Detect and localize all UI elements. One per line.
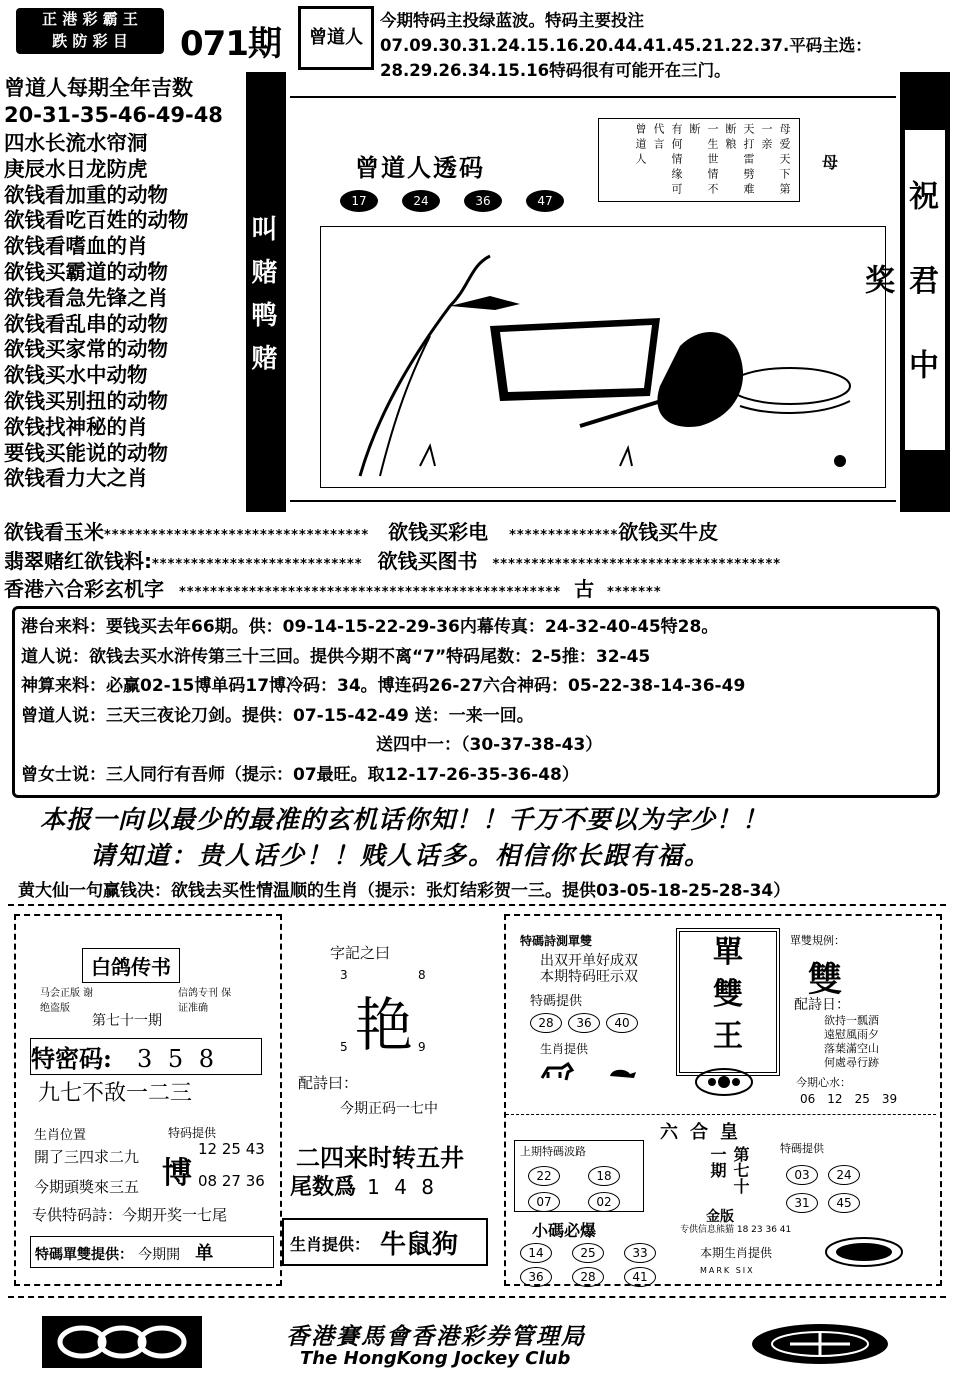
riddle-line: 欲钱买霸道的动物 (4, 259, 168, 284)
number-pill: 02 (588, 1192, 620, 1212)
animal-icons (540, 1060, 650, 1084)
pos-label: 生肖位置 (34, 1128, 87, 1143)
head-label: 今期頭獎來三五 (34, 1178, 140, 1196)
small-label: 小碼必爆 (532, 1221, 597, 1240)
star-line-c: 欲钱买牛皮 (618, 520, 719, 544)
marksix-strip: MARK SIX (700, 1266, 755, 1275)
slogan-line1: 本报一向以最少的最准的玄机话你知！！千万不要以为字少！！ (40, 805, 769, 834)
logo-box (16, 8, 164, 54)
star-line-a: 香港六合彩玄机字 (4, 577, 164, 601)
tail-line: 专供特码詩：今期开奖一七尾 (32, 1206, 228, 1224)
shuang-wang-seal (676, 928, 780, 1076)
star-line-a: 欲钱看玉米 (4, 520, 104, 544)
star-fill: *************************** (152, 557, 363, 572)
zodiac-emblem (824, 1236, 904, 1268)
bo-char: 博 (162, 1156, 192, 1191)
riddle-line: 要钱买能说的动物 (4, 440, 168, 465)
slogan-line2: 请知道：贵人话少！！贱人话多。相信你长跟有福。 (90, 841, 712, 870)
scroll-illustration (320, 226, 886, 488)
number-pill: 24 (828, 1165, 860, 1185)
mid-phrase: 二四来时转五井 (296, 1144, 464, 1172)
riddle-line: 欲钱看嗜血的肖 (4, 234, 148, 259)
star-line-a: 翡翠赌红欲钱料: (4, 549, 152, 573)
footer-divider (8, 1296, 946, 1298)
info-row: 港台来料：要钱买去年66期。供：09-14-15-22-29-36内幕传真：24-32-40-45特28。 (21, 617, 719, 637)
number-pill: 07 (528, 1192, 560, 1212)
lucky-numbers: 20-31-35-46-49-48 (4, 103, 223, 127)
issue-number: 071期 (180, 24, 281, 64)
right-special-nums (530, 1012, 644, 1033)
right-poem-title: 特碼詩測單雙 (520, 934, 593, 948)
star-line-b: 古 (574, 577, 595, 601)
xin-num: 06 (800, 1092, 816, 1106)
xin-nums (800, 1092, 897, 1106)
riddle-line: 欲钱买水中动物 (4, 363, 148, 388)
riddle-line: 欲钱看加重的动物 (4, 182, 168, 207)
corner-num-br: 9 (418, 1040, 426, 1054)
secret-value: 3 5 8 (136, 1045, 219, 1073)
poem-label: 配詩曰： (298, 1074, 359, 1092)
huang-line: 黄大仙一句赢钱决：欲钱去买性情温顺的生肖（提示：张灯结彩贺一三。提供03-05-18-25-28-34） (18, 881, 791, 901)
small-note: 专供信息熊猫 18 23 36 41 (680, 1225, 792, 1235)
star-line-3 (4, 573, 662, 602)
tail-value: 1 4 8 (367, 1175, 438, 1199)
poem-line: 母爱天下第一亲 (760, 123, 791, 198)
star-line-b: 欲钱买彩电 (388, 520, 489, 544)
poem-box (598, 118, 800, 202)
zodiac-value: 牛鼠狗 (380, 1230, 459, 1260)
number-pill: 36 (520, 1267, 552, 1287)
poem-line: 有何情缘可代言 (652, 123, 683, 198)
star-fill: ************************************* (492, 557, 782, 572)
star-line-b: 欲钱买图书 (377, 549, 478, 573)
corner-num-tr: 8 (418, 968, 426, 982)
riddle-line: 欲钱买别扭的动物 (4, 388, 168, 413)
issue-vertical: 第七十一期 (708, 1146, 750, 1194)
corner-num-bl: 5 (340, 1040, 348, 1054)
scroll-left-text: 叫 赌 鸭 赌 (247, 215, 277, 375)
pigeon-title: 白鸽传书 (82, 948, 180, 983)
number-pill: 03 (786, 1165, 818, 1185)
number-pill: 22 (528, 1166, 560, 1186)
mother-char: 母 (822, 153, 839, 172)
right-poem-line: 何處尋行跡 (824, 1056, 879, 1069)
peishi-label: 配詩日： (794, 997, 850, 1013)
footer-cn: 香港賽馬會香港彩券管理局 (286, 1323, 586, 1350)
small-nums (520, 1240, 690, 1288)
right-special-label: 特碼提供 (530, 994, 583, 1009)
zodiac-label: 生肖提供： (290, 1235, 371, 1254)
number-pill: 14 (520, 1243, 552, 1263)
poem-line: 一生世情不断 (688, 123, 719, 198)
flower-icon (694, 1066, 754, 1098)
right-poem-line: 遠慰風雨夕 (824, 1028, 879, 1041)
secret-row (30, 1038, 262, 1075)
star-fill: ************** (509, 528, 619, 543)
top-notice: 今期特码主投绿蓝波。特码主要投注07.09.30.31.24.15.16.20.44.41.45.21.22.37.平码主选：28.29.26.34.15.16特码很有可能开在三门。 (380, 11, 872, 80)
riddle-line: 欲钱找神秘的肖 (4, 414, 148, 439)
scroll-right-text: 祝 君 中 奖 (859, 179, 938, 401)
riddle-list (4, 131, 244, 492)
star-fill: ************************************************* (178, 585, 562, 600)
xin-num: 12 (827, 1092, 843, 1106)
number-pill: 36 (568, 1013, 600, 1033)
tail-row (290, 1170, 438, 1201)
pigeon-nums-1: 12 25 43 (198, 1140, 265, 1158)
pigeon-phrase: 九七不敌一二三 (38, 1081, 193, 1106)
right-poem-l1: 出双开单好成双 (540, 953, 638, 969)
tail-label: 尾数爲 (290, 1174, 357, 1200)
right-poem-line: 落葉滿空山 (824, 1042, 879, 1055)
xin-num: 39 (881, 1092, 898, 1106)
xin-label: 今期心水： (796, 1076, 851, 1089)
number-pill: 25 (572, 1243, 604, 1263)
scroll-title: 曾道人透码 (355, 154, 485, 182)
number-pill: 28 (572, 1267, 604, 1287)
number-ball: 47 (526, 190, 564, 212)
shuang-label: 單雙規例： (790, 934, 845, 947)
single-value: 今期開 (138, 1247, 181, 1263)
right-poem-l2: 本期特码旺示双 (540, 969, 638, 985)
riddle-line: 欲钱买家常的动物 (4, 337, 168, 362)
corner-num-tl: 3 (340, 968, 348, 982)
riddle-line: 欲钱看急先锋之肖 (4, 285, 168, 310)
info-row: 曾道人说：三天三夜论刀剑。提供：07-15-42-49 送：一来一回。 (21, 705, 534, 726)
special2-label: 特碼提供 (780, 1142, 824, 1155)
star-fill: ********************************** (104, 528, 370, 543)
info-box (12, 606, 940, 798)
poem-line: 曾道人 (634, 123, 647, 168)
shuang-char: 雙 (808, 960, 842, 1000)
right-poem-line: 欲持一瓢酒 (824, 1014, 879, 1027)
info-row: 送四中一：（30-37-38-43） (376, 735, 603, 755)
word-title: 字記之曰 (330, 944, 391, 962)
poem-text: 今期正码一七中 (340, 1101, 438, 1117)
star-line-2 (4, 545, 781, 574)
single-label: 特碼單雙提供： (35, 1247, 133, 1263)
gold-label: 金版 (706, 1209, 734, 1225)
jockey-club-logo (42, 1316, 202, 1368)
big-char: 艳 (355, 991, 414, 1059)
scroll-balls (340, 190, 588, 212)
divider (8, 904, 946, 906)
pigeon-sub-left: 马会正版 谢绝盗版 (40, 988, 94, 1014)
single-row (30, 1236, 274, 1268)
pigeon-sub-right: 信鸽专刊 保证准确 (178, 988, 232, 1014)
right-zodiac-label: 生肖提供 (540, 1042, 589, 1056)
number-pill: 40 (606, 1013, 638, 1033)
number-ball: 17 (340, 190, 378, 212)
star-fill: ******* (607, 585, 662, 600)
number-pill: 41 (624, 1267, 656, 1287)
right-poem-block (824, 1014, 879, 1070)
right-divider (506, 1114, 936, 1115)
secret-label: 特密码: (31, 1044, 112, 1073)
number-pill: 31 (786, 1193, 818, 1213)
number-pill: 45 (828, 1193, 860, 1213)
seal-text: 曾道人 (309, 27, 363, 48)
lucky-title: 曾道人每期全年吉数 (4, 76, 193, 100)
xin-num: 25 (854, 1092, 870, 1106)
wave-label: 上期特碼波路 (520, 1145, 586, 1158)
seal-line: 單 (713, 935, 743, 970)
marksix-logo (750, 1322, 890, 1366)
number-pill: 28 (530, 1013, 562, 1033)
pigeon-issue: 第七十一期 (92, 1013, 162, 1029)
pos-value: 開了三四求二九 (34, 1148, 140, 1166)
zodiac-row (282, 1218, 488, 1266)
riddle-line: 欲钱看吃百姓的动物 (4, 208, 189, 233)
riddle-line: 庚辰水日龙防虎 (4, 156, 148, 181)
riddle-line: 欲钱看力大之肖 (4, 466, 148, 491)
info-row: 曾女士说：三人同行有吾师（提示：07最旺。取12-17-26-35-36-48） (21, 764, 579, 785)
wave-nums (528, 1162, 638, 1214)
riddle-line: 欲钱看乱串的动物 (4, 311, 168, 336)
logo-line1: 正 港 彩 霸 王 (42, 10, 138, 28)
number-pill: 18 (588, 1166, 620, 1186)
info-row: 神算来料：必赢02-15博单码17博冷码：34。博连码26-27六合神码：05-22-38-14-36-49 (21, 676, 746, 696)
riddle-line: 四水长流水帘洞 (4, 131, 148, 155)
seal-logo (298, 6, 374, 70)
number-ball: 24 (402, 190, 440, 212)
star-line-1 (4, 516, 718, 545)
number-pill: 33 (624, 1243, 656, 1263)
single-word: 单 (195, 1243, 214, 1264)
pigeon-nums-2: 08 27 36 (198, 1172, 265, 1190)
seal-line: 王 (713, 1019, 743, 1054)
footer-en: The HongKong Jockey Club (300, 1348, 571, 1369)
king-title: 六合皇 (660, 1122, 750, 1143)
number-ball: 36 (464, 190, 502, 212)
logo-line2: 跌 防 彩 目 (52, 32, 128, 50)
zodiac2-label: 本期生肖提供 (700, 1246, 773, 1260)
special2-nums (786, 1160, 866, 1216)
poem-line: 天打雷劈难断粮 (724, 123, 755, 198)
seal-line: 雙 (713, 977, 743, 1012)
info-row: 道人说：欲钱去买水浒传第三十三回。提供今期不离“7”特码尾数：2-5推：32-45 (21, 646, 651, 667)
special-label: 特码提供 (168, 1126, 217, 1140)
